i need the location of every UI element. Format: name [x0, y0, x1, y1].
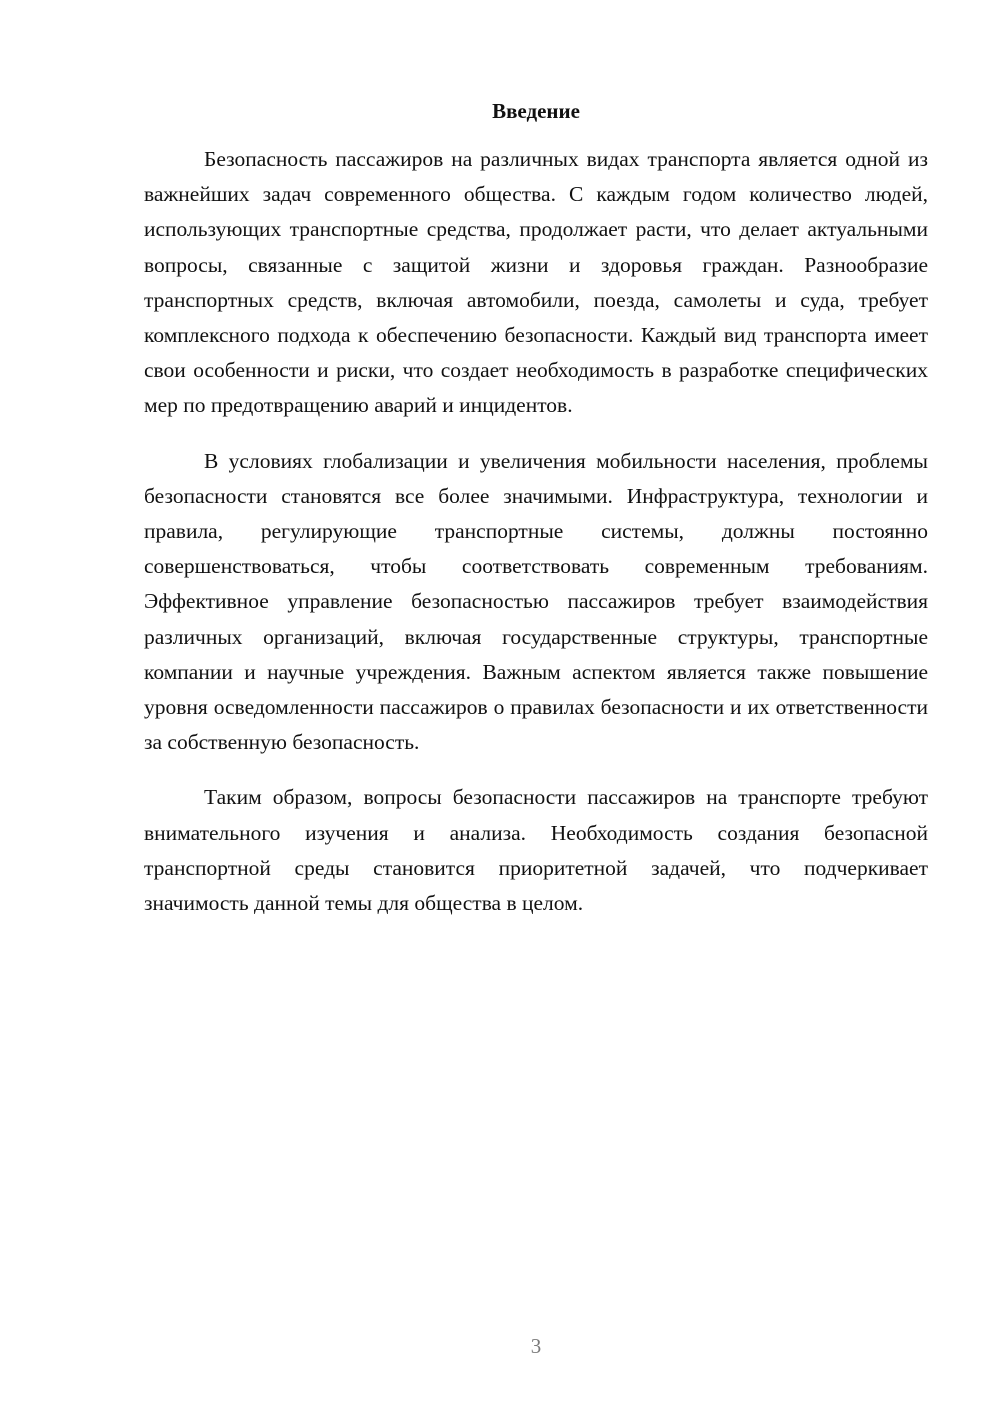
- paragraph-2: В условиях глобализации и увеличения мобильности населения, проблемы безопасности становятся все более значимыми. Инфраструктура, технологии и правила, регулирующие транспортные системы, должны постоянно совершенствоваться, чтобы соответствовать современным требованиям. Эффективное управление безопасностью пассажиров требует взаимодействия различных организаций, включая государственные структуры, транспортные компании и научные учреждения. Важным аспектом является также повышение уровня осведомленности пассажиров о правилах безопасности и их ответственности за собственную безопасность.: [144, 448, 928, 755]
- page-number: 3: [530, 1334, 542, 1358]
- paragraph-1: Безопасность пассажиров на различных видах транспорта является одной из важнейших задач современного общества. С каждым годом количество людей, использующих транспортные средства, продолжает расти, что делает актуальными вопросы, связанные с защитой жизни и здоровья граждан. Разнообразие транспортных средств, включая автомобили, поезда, самолеты и суда, требует комплексного подхода к обеспечению безопасности. Каждый вид транспорта имеет свои особенности и риски, что создает необходимость в разработке специфических мер по предотвращению аварий и инцидентов.: [144, 147, 928, 418]
- body-text: [144, 142, 928, 941]
- section-title: Введение: [492, 99, 580, 123]
- paragraph-3: Таким образом, вопросы безопасности пассажиров на транспорте требуют внимательного изучения и анализа. Необходимость создания безопасной транспортной среды становится приоритетной задачей, что подчеркивает значимость данной темы для общества в целом.: [144, 785, 928, 916]
